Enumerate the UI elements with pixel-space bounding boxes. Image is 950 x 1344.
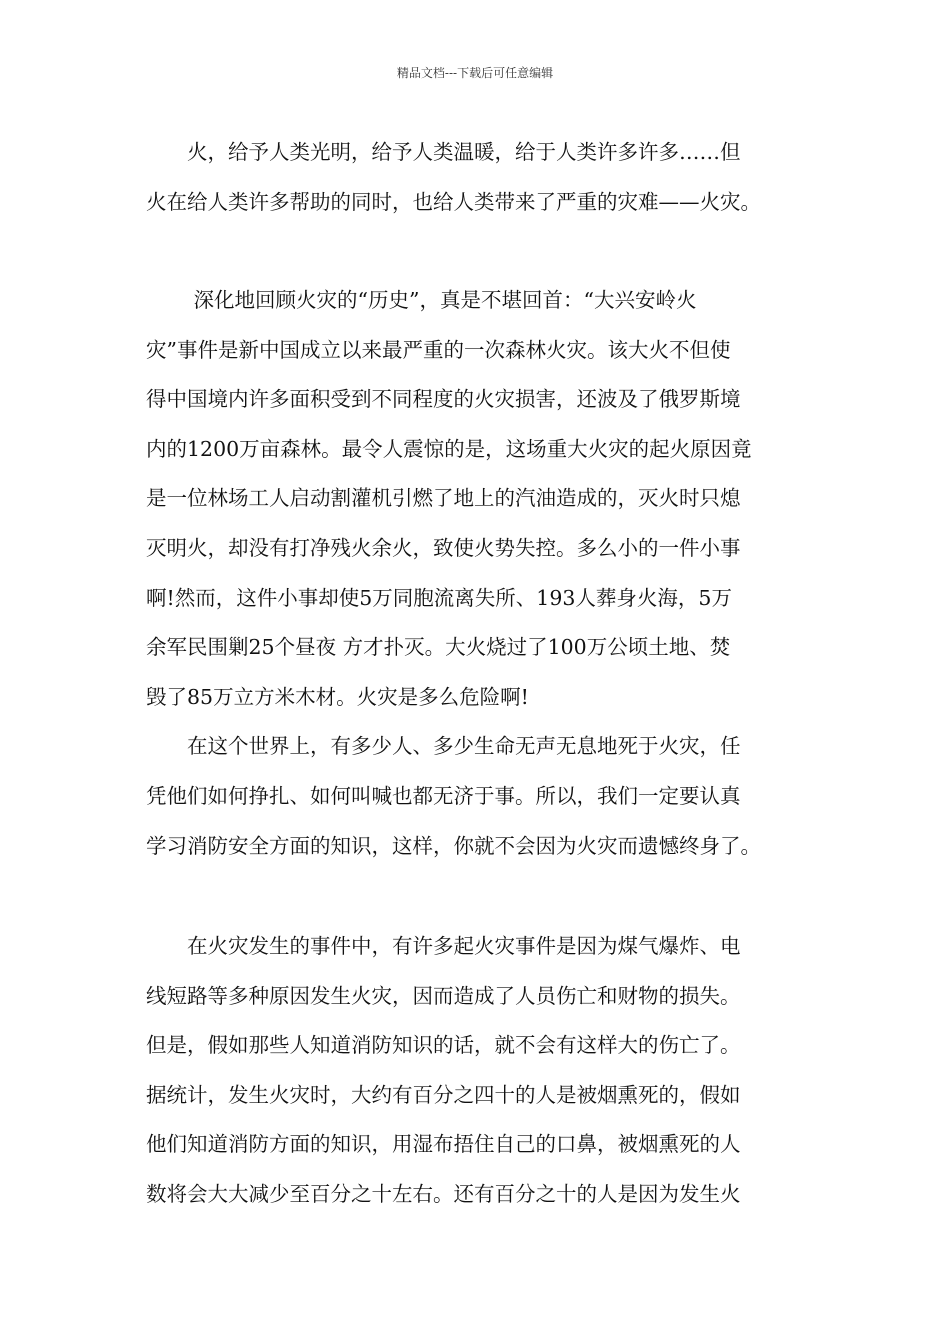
text-line: 得中国境内许多面积受到不同程度的火灾损害，还波及了俄罗斯境 [146, 387, 741, 412]
text-line: 在这个世界上，有多少人、多少生命无声无息地死于火灾，任 [146, 734, 741, 759]
text-line: 他们知道消防方面的知识，用湿布捂住自己的口鼻，被烟熏死的人 [146, 1132, 741, 1157]
text-line: 灭明火，却没有打净残火余火，致使火势失控。多么小的一件小事 [146, 535, 741, 560]
text-line: 灾”事件是新中国成立以来最严重的一次森林火灾。该大火不但使 [146, 337, 731, 362]
text-line: 是一位林场工人启动割灌机引燃了地上的汽油造成的，灭火时只熄 [146, 486, 741, 511]
text-line: 但是，假如那些人知道消防知识的话，就不会有这样大的伤亡了。 [146, 1033, 741, 1058]
text-line: 数将会大大减少至百分之十左右。还有百分之十的人是因为发生火 [146, 1181, 741, 1206]
paragraph-history [146, 276, 816, 871]
text-line: 凭他们如何挣扎、如何叫喊也都无济于事。所以，我们一定要认真 [146, 783, 741, 808]
paragraph-intro [146, 128, 816, 227]
page-header: 精品文档---下载后可任意编辑 [396, 66, 554, 80]
text-line: 火，给予人类光明，给予人类温暖，给于人类许多许多……但 [146, 140, 741, 164]
text-line: 内的1200万亩森林。最令人震惊的是，这场重大火灾的起火原因竟 [146, 436, 752, 461]
text-line: 线短路等多种原因发生火灾，因而造成了人员伤亡和财物的损失。 [146, 983, 741, 1008]
text-line: 深化地回顾火灾的“历史”，真是不堪回首：“大兴安岭火 [146, 288, 697, 312]
text-line: 在火灾发生的事件中，有许多起火灾事件是因为煤气爆炸、电 [146, 934, 741, 958]
text-line: 火在给人类许多帮助的同时，也给人类带来了严重的灾难——火灾。 [146, 189, 761, 214]
text-line: 据统计，发生火灾时，大约有百分之四十的人是被烟熏死的，假如 [146, 1082, 741, 1107]
text-line: 学习消防安全方面的知识，这样，你就不会因为火灾而遗憾终身了。 [146, 833, 761, 858]
text-line: 啊!然而，这件小事却使5万同胞流离失所、193人葬身火海，5万 [146, 585, 732, 610]
text-line: 余军民围剿25个昼夜 方才扑灭。大火烧过了100万公顷土地、焚 [146, 635, 731, 660]
paragraph-statistics [146, 922, 816, 1220]
text-line: 毁了85万立方米木材。火灾是多么危险啊! [146, 684, 529, 709]
